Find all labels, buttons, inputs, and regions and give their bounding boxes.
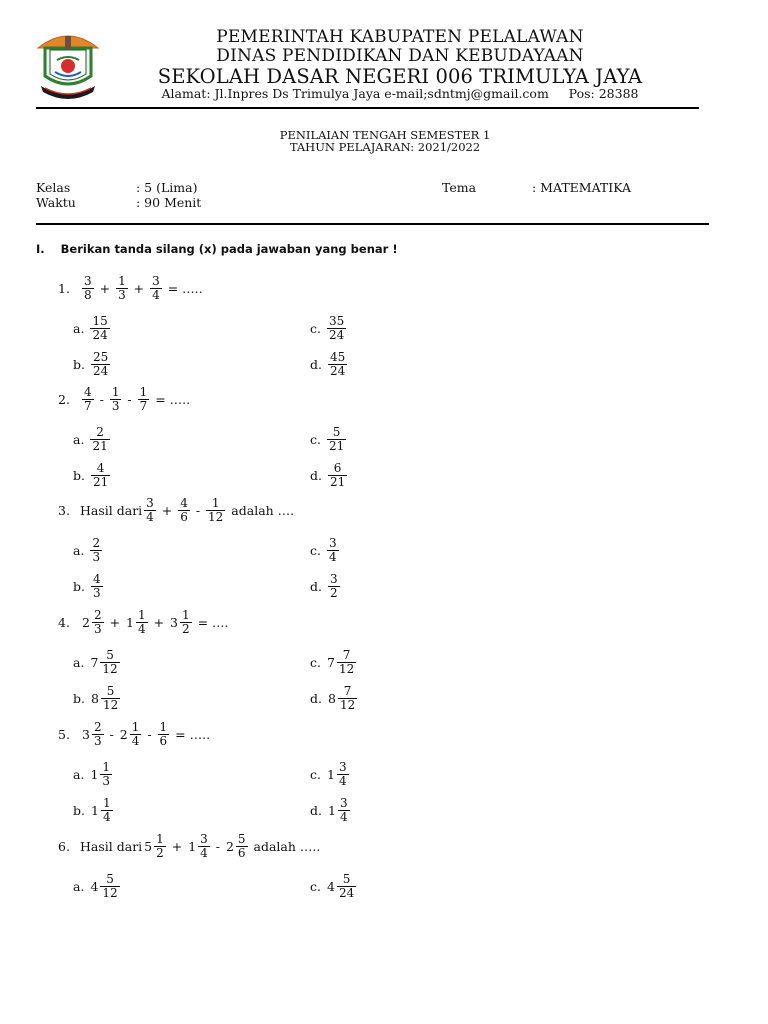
fraction — [328, 351, 347, 378]
option-label: c. — [310, 320, 321, 336]
question-number: 1. — [58, 280, 70, 296]
fraction — [91, 351, 110, 378]
denominator: 3 — [93, 733, 102, 748]
option-1-b — [73, 350, 112, 378]
question-number: 5. — [58, 726, 70, 742]
fraction — [100, 649, 119, 676]
option-3-c — [310, 536, 341, 564]
numerator: 35 — [328, 313, 345, 328]
operator: - — [105, 726, 118, 742]
operator: - — [123, 391, 136, 407]
numerator: 5 — [332, 424, 341, 439]
numerator: 3 — [200, 831, 208, 846]
denominator: 12 — [102, 661, 118, 676]
question-suffix: = ….. — [171, 726, 211, 742]
fraction — [337, 873, 356, 900]
numerator: 1 — [211, 495, 220, 510]
operator: - — [211, 838, 224, 854]
denominator: 12 — [338, 661, 355, 676]
fraction — [101, 797, 113, 824]
waktu-value: : 90 Menit — [136, 195, 202, 210]
denominator: 3 — [92, 585, 101, 600]
option-1-c — [310, 314, 348, 342]
option-label: c. — [310, 431, 321, 447]
operator: + — [157, 502, 177, 518]
fraction — [82, 386, 94, 413]
question-number: 6. — [58, 838, 70, 854]
denominator: 3 — [93, 621, 102, 636]
option-4-d — [310, 684, 359, 712]
question-suffix: = …. — [193, 614, 229, 630]
fraction — [100, 761, 112, 788]
numerator: 1 — [102, 759, 111, 774]
numerator: 4 — [92, 571, 101, 586]
option-label: d. — [310, 578, 322, 594]
numerator: 3 — [329, 571, 338, 586]
mixed-whole: 8 — [327, 690, 336, 706]
fraction — [92, 721, 104, 748]
tema-label: Tema — [442, 180, 477, 195]
fraction — [338, 685, 357, 712]
option-label: b. — [73, 802, 85, 818]
denominator: 2 — [156, 845, 164, 860]
operator: + — [105, 614, 125, 630]
numerator: 2 — [92, 535, 101, 550]
numerator: 2 — [96, 424, 104, 439]
numerator: 45 — [329, 349, 346, 364]
fraction — [236, 833, 248, 860]
mixed-whole: 3 — [170, 614, 178, 630]
denominator: 8 — [84, 287, 92, 302]
mixed-whole: 2 — [225, 838, 234, 854]
denominator: 12 — [208, 509, 224, 524]
denominator: 4 — [200, 845, 208, 860]
option-2-c — [310, 425, 348, 453]
option-5-c — [310, 760, 351, 788]
option-label: d. — [310, 802, 322, 818]
option-5-b — [73, 796, 115, 824]
fraction — [116, 275, 128, 302]
mixed-whole: 1 — [188, 838, 197, 854]
numerator: 4 — [96, 460, 105, 475]
fraction — [338, 797, 350, 824]
numerator: 5 — [106, 683, 115, 698]
fraction — [337, 649, 356, 676]
numerator: 15 — [92, 313, 108, 328]
info-divider — [36, 223, 709, 225]
numerator: 1 — [159, 719, 168, 734]
option-4-b — [73, 684, 122, 712]
question-suffix: adalah ….. — [249, 838, 321, 854]
mixed-whole: 2 — [119, 726, 128, 742]
denominator: 21 — [328, 438, 345, 453]
option-label: b. — [73, 690, 85, 706]
denominator: 3 — [111, 398, 120, 413]
question-2 — [58, 385, 190, 413]
numerator: 1 — [118, 273, 126, 288]
denominator: 3 — [118, 287, 126, 302]
denominator: 4 — [137, 621, 146, 636]
section-instruction: I. Berikan tanda silang (x) pada jawaban yang benar ! — [36, 242, 398, 256]
question-4 — [58, 608, 229, 636]
operator: - — [191, 502, 205, 518]
numerator: 5 — [106, 871, 114, 886]
header-department: DINAS PENDIDIKAN DAN KEBUDAYAAN — [216, 46, 584, 66]
numerator: 4 — [84, 384, 92, 399]
denominator: 12 — [102, 697, 119, 712]
option-label: b. — [73, 356, 85, 372]
denominator: 6 — [180, 509, 188, 524]
denominator: 24 — [92, 327, 108, 342]
fraction — [92, 609, 104, 636]
option-label: a. — [73, 431, 85, 447]
option-1-d — [310, 350, 349, 378]
header-school-name: SEKOLAH DASAR NEGERI 006 TRIMULYA JAYA — [157, 65, 643, 88]
question-number: 3. — [58, 502, 70, 518]
question-prefix: Hasil dari — [80, 838, 143, 854]
operator: + — [167, 838, 187, 854]
fraction — [100, 873, 119, 900]
mixed-whole: 1 — [90, 766, 99, 782]
option-label: a. — [73, 320, 85, 336]
fraction — [206, 497, 225, 524]
option-label: b. — [73, 467, 85, 483]
numerator: 7 — [342, 647, 351, 662]
numerator: 5 — [342, 871, 351, 886]
numerator: 4 — [180, 495, 188, 510]
question-suffix: = ….. — [151, 391, 191, 407]
option-5-d — [310, 796, 352, 824]
header-address: Alamat: Jl.Inpres Ds Trimulya Jaya e-mail;sdntmj@gmail.com Pos: 28388 — [161, 86, 639, 101]
fraction — [90, 315, 109, 342]
denominator: 4 — [152, 287, 160, 302]
operator: + — [129, 280, 149, 296]
numerator: 3 — [146, 495, 154, 510]
numerator: 6 — [333, 460, 342, 475]
option-2-b — [73, 461, 112, 489]
option-label: a. — [73, 542, 85, 558]
waktu-label: Waktu — [36, 195, 76, 210]
numerator: 1 — [131, 719, 140, 734]
fraction — [154, 833, 166, 860]
fraction — [150, 275, 162, 302]
mixed-whole: 8 — [90, 690, 99, 706]
option-6-c — [310, 872, 358, 900]
option-label: c. — [310, 766, 321, 782]
option-label: c. — [310, 878, 321, 894]
question-number: 2. — [58, 391, 70, 407]
denominator: 21 — [92, 438, 108, 453]
denominator: 6 — [159, 733, 168, 748]
option-5-a — [73, 760, 114, 788]
numerator: 3 — [152, 273, 160, 288]
numerator: 1 — [139, 384, 148, 399]
mixed-whole: 2 — [82, 614, 90, 630]
mixed-whole: 7 — [326, 654, 335, 670]
numerator: 3 — [328, 535, 337, 550]
tema-value: : MATEMATIKA — [532, 180, 632, 195]
denominator: 4 — [339, 809, 348, 824]
mixed-whole: 3 — [82, 726, 90, 742]
denominator: 4 — [131, 733, 140, 748]
denominator: 4 — [146, 509, 154, 524]
numerator: 5 — [237, 831, 246, 846]
option-label: d. — [310, 467, 322, 483]
numerator: 3 — [339, 795, 348, 810]
option-3-b — [73, 572, 105, 600]
numerator: 5 — [106, 647, 114, 662]
fraction — [82, 275, 94, 302]
mixed-whole: 1 — [90, 802, 99, 818]
fraction — [110, 386, 122, 413]
mixed-whole: 7 — [90, 654, 99, 670]
option-label: c. — [310, 542, 321, 558]
mixed-whole: 4 — [326, 878, 335, 894]
fraction — [180, 609, 192, 636]
denominator: 7 — [139, 398, 148, 413]
denominator: 21 — [329, 474, 346, 489]
denominator: 12 — [102, 885, 118, 900]
numerator: 7 — [343, 683, 352, 698]
fraction — [327, 537, 339, 564]
fraction — [91, 462, 110, 489]
fraction — [90, 426, 109, 453]
fraction — [101, 685, 120, 712]
fraction — [158, 721, 170, 748]
denominator: 21 — [92, 474, 109, 489]
fraction — [327, 315, 346, 342]
numerator: 3 — [84, 273, 92, 288]
operator: + — [95, 280, 115, 296]
operator: - — [95, 391, 108, 407]
numerator: 1 — [156, 831, 164, 846]
mixed-whole: 1 — [326, 766, 335, 782]
question-5 — [58, 720, 210, 748]
question-1 — [58, 274, 203, 302]
option-6-a — [73, 872, 122, 900]
question-3 — [58, 496, 294, 524]
mixed-whole: 4 — [90, 878, 99, 894]
denominator: 3 — [92, 549, 101, 564]
option-2-d — [310, 461, 349, 489]
question-6 — [58, 832, 320, 860]
option-label: d. — [310, 356, 322, 372]
numerator: 1 — [181, 607, 190, 622]
question-suffix: = ….. — [163, 280, 203, 296]
fraction — [130, 721, 142, 748]
operator: + — [149, 614, 169, 630]
numerator: 25 — [92, 349, 109, 364]
exam-title: PENILAIAN TENGAH SEMESTER 1 — [279, 128, 491, 142]
exam-year: TAHUN PELAJARAN: 2021/2022 — [289, 140, 481, 154]
header-divider — [36, 107, 699, 109]
mixed-whole: 1 — [327, 802, 336, 818]
option-2-a — [73, 425, 112, 453]
fraction — [198, 833, 210, 860]
fraction — [136, 609, 148, 636]
denominator: 2 — [329, 585, 338, 600]
denominator: 7 — [84, 398, 92, 413]
fraction — [328, 462, 347, 489]
option-label: d. — [310, 690, 322, 706]
header-government: PEMERINTAH KABUPATEN PELALAWAN — [216, 27, 584, 47]
fraction — [90, 537, 102, 564]
fraction — [327, 426, 346, 453]
denominator: 24 — [338, 885, 355, 900]
denominator: 24 — [329, 363, 346, 378]
numerator: 1 — [111, 384, 120, 399]
operator: - — [143, 726, 156, 742]
option-label: a. — [73, 878, 85, 894]
question-prefix: Hasil dari — [80, 502, 143, 518]
denominator: 3 — [102, 773, 111, 788]
numerator: 2 — [93, 719, 102, 734]
denominator: 6 — [237, 845, 246, 860]
denominator: 4 — [102, 809, 111, 824]
option-4-c — [310, 648, 358, 676]
fraction — [91, 573, 103, 600]
option-label: b. — [73, 578, 85, 594]
denominator: 24 — [92, 363, 109, 378]
mixed-whole: 5 — [144, 838, 153, 854]
denominator: 12 — [339, 697, 356, 712]
option-3-a — [73, 536, 104, 564]
fraction — [138, 386, 150, 413]
fraction — [144, 497, 156, 524]
denominator: 4 — [328, 549, 337, 564]
question-number: 4. — [58, 614, 70, 630]
fraction — [337, 761, 349, 788]
numerator: 3 — [338, 759, 347, 774]
denominator: 24 — [328, 327, 345, 342]
kelas-value: : 5 (Lima) — [136, 180, 198, 195]
question-suffix: adalah …. — [227, 502, 295, 518]
mixed-whole: 1 — [126, 614, 134, 630]
option-1-a — [73, 314, 112, 342]
option-3-d — [310, 572, 342, 600]
fraction — [178, 497, 190, 524]
kelas-label: Kelas — [36, 180, 71, 195]
option-label: c. — [310, 654, 321, 670]
fraction — [328, 573, 340, 600]
denominator: 2 — [181, 621, 190, 636]
option-4-a — [73, 648, 122, 676]
numerator: 1 — [137, 607, 146, 622]
numerator: 2 — [93, 607, 102, 622]
denominator: 4 — [338, 773, 347, 788]
option-label: a. — [73, 766, 85, 782]
option-label: a. — [73, 654, 85, 670]
numerator: 1 — [102, 795, 111, 810]
